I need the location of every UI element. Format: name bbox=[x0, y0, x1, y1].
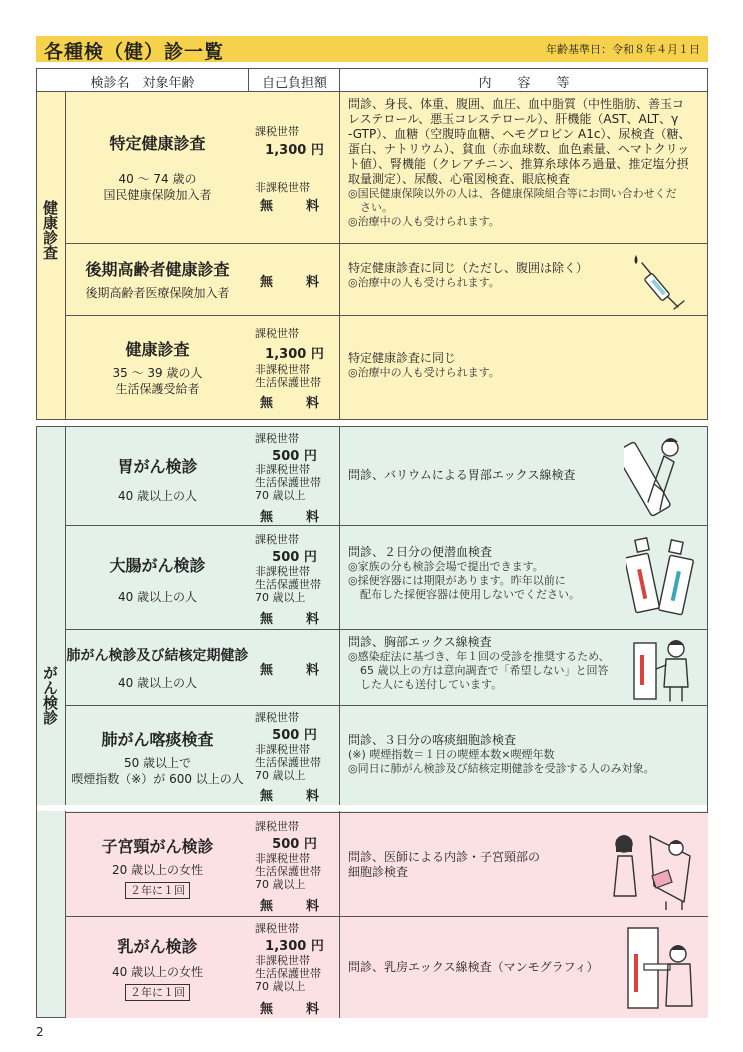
exam-name: 特定健康診査 bbox=[109, 134, 206, 153]
exam-content: 問診、乳房エックス線検査（マンモグラフィ） bbox=[348, 960, 599, 974]
table-row bbox=[66, 243, 249, 315]
cost-label: 課税世帯 bbox=[255, 125, 299, 138]
cost-amount: 無 料 bbox=[259, 199, 329, 214]
cost-amount: 1,300 円 bbox=[265, 143, 324, 158]
cost-label: 非課税世帯 bbox=[255, 565, 310, 578]
exam-target: 35 ～ 39 歳の人 bbox=[112, 366, 203, 380]
cost-amount: 無 料 bbox=[259, 1002, 329, 1017]
title-bar bbox=[36, 36, 708, 62]
column-cost-header: 自己負担額 bbox=[261, 76, 327, 91]
table-row bbox=[66, 426, 249, 525]
table-row bbox=[66, 525, 249, 629]
cost-label: 70 歳以上 bbox=[255, 980, 306, 993]
cost-label: 70 歳以上 bbox=[255, 489, 306, 502]
cost-label: 非課税世帯 bbox=[255, 954, 310, 967]
exam-name: 後期高齢者健康診査 bbox=[85, 260, 230, 279]
gynecological-exam-icon bbox=[610, 826, 698, 910]
exam-name: 肺がん喀痰検査 bbox=[101, 730, 214, 749]
exam-content: 問診、胸部エックス線検査 ◎感染症法に基づき、年１回の受診を推奨するため、 65 歳以上の方は意向調査で「希望しない」と回答 した人にも送付しています。 bbox=[348, 635, 610, 691]
cost-amount: 500 円 bbox=[272, 728, 317, 743]
cost-label: 課税世帯 bbox=[255, 820, 299, 833]
column-name-header: 検診名 対象年齢 bbox=[90, 76, 195, 91]
exam-target: 40 歳以上の人 bbox=[117, 489, 198, 503]
cost-amount: 無 料 bbox=[259, 663, 329, 678]
exam-name: 胃がん検診 bbox=[117, 457, 198, 476]
exam-content: 問診、２日分の便潜血検査 ◎家族の分も検診会場で提出できます。 ◎採便容器には期限があります。昨年以前に 配布した採便容器は使用しないでください。 bbox=[348, 545, 580, 601]
column-content-header: 内 容 等 bbox=[478, 76, 570, 91]
cost-label: 70 歳以上 bbox=[255, 591, 306, 604]
exam-target: 40 歳以上の人 bbox=[117, 590, 198, 604]
stool-test-kit-icon bbox=[626, 535, 696, 621]
mammography-icon bbox=[622, 924, 700, 1012]
cancer-section-label: がん検診 bbox=[41, 665, 59, 725]
table-row bbox=[66, 315, 249, 420]
cost-label: 課税世帯 bbox=[255, 922, 299, 935]
cost-amount: 500 円 bbox=[272, 550, 317, 565]
cost-label: 課税世帯 bbox=[255, 711, 299, 724]
cost-amount: 無 料 bbox=[259, 396, 329, 411]
interval-badge: ２年に１回 bbox=[125, 882, 190, 899]
exam-content: 問診、身長、体重、腹囲、血圧、血中脂質（中性脂肪、善玉コ レステロール、悪玉コレステロール）、肝機能（AST、ALT、γ -GTP）、血糖（空腹時血糖、ヘモグロビン A1c）、尿検査（糖、 蛋白、ナトリウム）、貧血（赤血球数、血色素量、ヘマトクリッ ト値）、腎機能（クレアチニン、推算糸球体ろ過量、推定塩分摂 取量測定）、尿酸、心電図検査、眼底検査 ◎国民健康保険以外の人は、各健康保険組合等にお問い合わせくだ さい。 ◎治療中の人も受けられます。 bbox=[348, 97, 691, 228]
cost-amount: 無 料 bbox=[259, 275, 329, 290]
cost-amount: 1,300 円 bbox=[265, 939, 324, 954]
table-row bbox=[66, 812, 249, 916]
cost-label: 生活保護世帯 bbox=[255, 865, 321, 878]
exam-target: 生活保護受給者 bbox=[115, 382, 200, 396]
interval-badge: ２年に１回 bbox=[125, 984, 190, 1001]
exam-target: 50 歳以上で bbox=[123, 756, 192, 770]
exam-content: 問診、医師による内診・子宮頸部の 細胞診検査 bbox=[348, 850, 541, 879]
cost-label: 生活保護世帯 bbox=[255, 967, 321, 980]
cost-label: 生活保護世帯 bbox=[255, 578, 321, 591]
table-row bbox=[66, 629, 249, 705]
exam-content: 問診、３日分の喀痰細胞診検査 (※) 喫煙指数＝１日の喫煙本数×喫煙年数 ◎同日に肺がん検診及び結核定期健診を受診する人のみ対象。 bbox=[348, 733, 655, 775]
exam-target: 後期高齢者医療保険加入者 bbox=[85, 286, 230, 300]
health-section-label: 健康診査 bbox=[41, 200, 59, 260]
cost-label: 非課税世帯 bbox=[255, 363, 310, 376]
exam-target: 40 歳以上の女性 bbox=[111, 965, 204, 979]
cost-label: 非課税世帯 bbox=[255, 181, 310, 194]
page-title: 各種検（健）診一覧 bbox=[44, 41, 225, 63]
exam-target: 20 歳以上の女性 bbox=[111, 863, 204, 877]
cost-label: 非課税世帯 bbox=[255, 743, 310, 756]
exam-target: 国民健康保険加入者 bbox=[103, 188, 212, 202]
cost-amount: 無 料 bbox=[259, 510, 329, 525]
cost-amount: 無 料 bbox=[259, 899, 329, 914]
cost-label: 70 歳以上 bbox=[255, 878, 306, 891]
exam-name: 肺がん検診及び結核定期健診 bbox=[66, 648, 249, 664]
cost-amount: 500 円 bbox=[272, 837, 317, 852]
syringe-icon bbox=[630, 251, 690, 311]
cost-label: 生活保護世帯 bbox=[255, 476, 321, 489]
exam-content: 問診、バリウムによる胃部エックス線検査 bbox=[348, 468, 576, 482]
exam-name: 大腸がん検診 bbox=[109, 556, 206, 575]
chest-xray-icon bbox=[630, 635, 698, 705]
cost-label: 課税世帯 bbox=[255, 327, 299, 340]
cost-amount: 1,300 円 bbox=[265, 347, 324, 362]
exam-target: 40 歳以上の人 bbox=[117, 676, 198, 690]
cost-label: 生活保護世帯 bbox=[255, 756, 321, 769]
barium-xray-icon bbox=[624, 432, 700, 520]
exam-target: 喫煙指数（※）が 600 以上の人 bbox=[71, 772, 244, 786]
exam-name: 健康診査 bbox=[125, 340, 190, 359]
table-row bbox=[66, 705, 249, 805]
cost-label: 70 歳以上 bbox=[255, 769, 306, 782]
cost-label: 非課税世帯 bbox=[255, 852, 310, 865]
page-number: 2 bbox=[36, 1025, 44, 1039]
cost-label: 課税世帯 bbox=[255, 533, 299, 546]
cost-amount: 無 料 bbox=[259, 612, 329, 627]
exam-content: 特定健康診査に同じ（ただし、腹囲は除く） ◎治療中の人も受けられます。 bbox=[348, 261, 589, 289]
table-row bbox=[66, 916, 249, 1018]
exam-name: 子宮頸がん検診 bbox=[101, 837, 214, 856]
age-reference-date: 年齢基準日：令和８年４月１日 bbox=[546, 43, 700, 56]
table-row bbox=[66, 91, 249, 243]
exam-content: 特定健康診査に同じ ◎治療中の人も受けられます。 bbox=[348, 351, 500, 379]
exam-target: 40 ～ 74 歳の bbox=[118, 172, 197, 186]
cost-label: 非課税世帯 bbox=[255, 463, 310, 476]
cost-label: 生活保護世帯 bbox=[255, 376, 321, 389]
cost-label: 課税世帯 bbox=[255, 432, 299, 445]
cost-amount: 無 料 bbox=[259, 789, 329, 804]
cost-amount: 500 円 bbox=[272, 449, 317, 464]
exam-name: 乳がん検診 bbox=[117, 937, 198, 956]
